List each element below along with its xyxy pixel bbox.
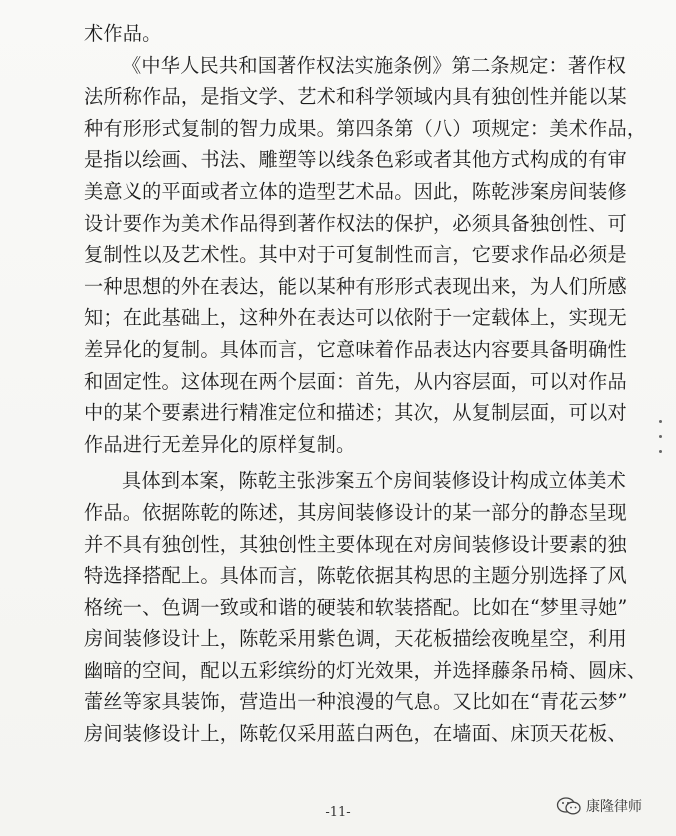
watermark xyxy=(556,796,642,816)
text-line: 幽暗的空间，配以五彩缤纷的灯光效果，并选择藤条吊椅、圆床、 xyxy=(84,658,647,682)
text-line: 作品。依据陈乾的陈述，其房间装修设计的某一部分的静态呈现 xyxy=(84,500,627,524)
text-line: 特选择搭配上。具体而言，陈乾依据其构思的主题分别选择了风 xyxy=(84,564,627,588)
text-line: 《中华人民共和国著作权法实施条例》第二条规定：著作权 xyxy=(122,53,627,77)
text-line: 房间装修设计上，陈乾仅采用蓝白两色，在墙面、床顶天花板、 xyxy=(84,722,627,746)
text-line: 作品进行无差异化的原样复制。 xyxy=(84,432,356,456)
text-line: 房间装修设计上，陈乾采用紫色调，天花板描绘夜晚星空，利用 xyxy=(84,627,627,651)
text-line: 种有形形式复制的智力成果。第四条第（八）项规定：美术作品， xyxy=(84,116,647,140)
page-number: -11- xyxy=(325,805,351,820)
text-line: 是指以绘画、书法、雕塑等以线条色彩或者其他方式构成的有审 xyxy=(84,148,627,172)
text-line: 法所称作品，是指文学、艺术和科学领域内具有独创性并能以某 xyxy=(84,85,627,109)
text-line: 中的某个要素进行精准定位和描述；其次，从复制层面，可以对 xyxy=(84,401,627,425)
margin-marks xyxy=(657,420,667,480)
document-body xyxy=(84,18,647,750)
text-line: 具体到本案，陈乾主张涉案五个房间装修设计构成立体美术 xyxy=(122,469,627,493)
text-line: 并不具有独创性，其独创性主要体现在对房间装修设计要素的独 xyxy=(84,532,627,556)
watermark-text: 康隆律师 xyxy=(586,799,642,815)
text-line: 和固定性。这体现在两个层面：首先，从内容层面，可以对作品 xyxy=(84,369,627,393)
text-line: 格统一、色调一致或和谐的硬装和软装搭配。比如在“梦里寻她” xyxy=(84,595,628,619)
text-line: 蕾丝等家具装饰，营造出一种浪漫的气息。又比如在“青花云梦” xyxy=(84,690,628,714)
text-line: 美意义的平面或者立体的造型艺术品。因此，陈乾涉案房间装修 xyxy=(84,179,627,203)
text-line: 术作品。 xyxy=(84,22,162,45)
text-line: 设计要作为美术作品得到著作权法的保护，必须具备独创性、可 xyxy=(84,211,627,235)
text-line: 差异化的复制。具体而言，它意味着作品表达内容要具备明确性 xyxy=(84,337,627,361)
wechat-icon xyxy=(556,796,582,816)
text-line: 一种思想的外在表达，能以某种有形形式表现出来，为人们所感 xyxy=(84,274,627,298)
text-line: 复制性以及艺术性。其中对于可复制性而言，它要求作品必须是 xyxy=(84,243,627,267)
text-line: 知；在此基础上，这种外在表达可以依附于一定载体上，实现无 xyxy=(84,306,627,330)
